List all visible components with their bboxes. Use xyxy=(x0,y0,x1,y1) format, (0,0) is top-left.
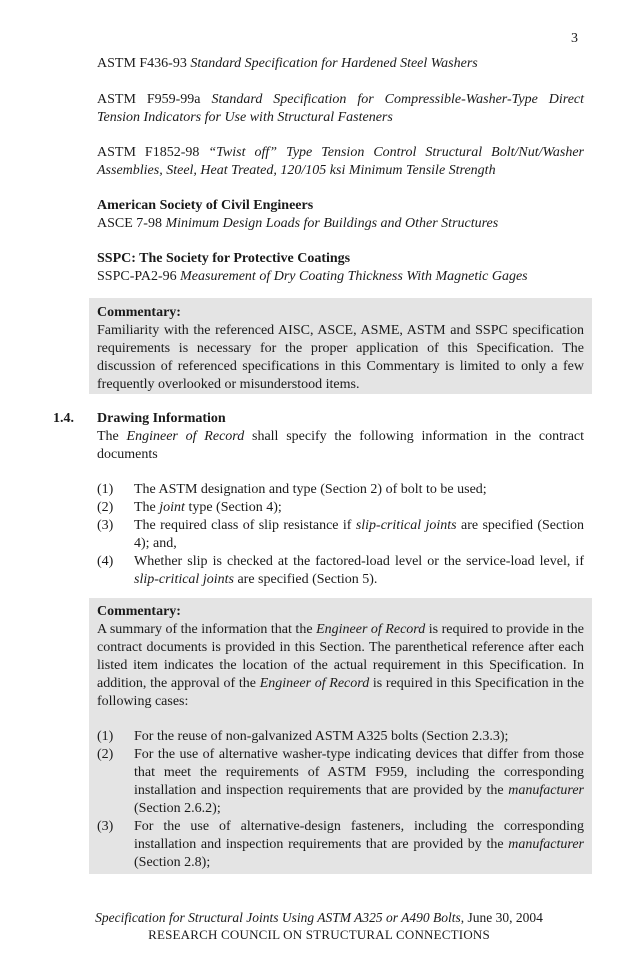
section-title: Drawing Information xyxy=(97,411,226,426)
page-number: 3 xyxy=(571,31,578,46)
defined-term: joint xyxy=(159,500,185,515)
commentary-list xyxy=(97,728,584,872)
footer-organization: RESEARCH COUNCIL ON STRUCTURAL CONNECTIONS xyxy=(148,927,490,942)
reference-title-line2: Tension Indicators for Use with Structural Fasteners xyxy=(97,110,393,125)
commentary-heading: Commentary: xyxy=(97,305,181,320)
list-item: (1) For the reuse of non-galvanized ASTM A325 bolts (Section 2.3.3); xyxy=(97,729,509,744)
reference-astm-f1852 xyxy=(97,144,584,180)
defined-term: Engineer of Record xyxy=(259,676,370,691)
reference-code: ASTM F436-93 xyxy=(97,56,187,71)
commentary-2 xyxy=(97,603,584,711)
sspc-block xyxy=(97,250,584,286)
defined-term: manufacturer xyxy=(508,837,584,852)
list-item: (3) The required class of slip resistance if slip-critical joints are specified (Section 4); and, xyxy=(97,518,585,551)
list-item: (3) For the use of alternative-design fasteners, including the corresponding installation and inspection requirements that are provided by the manufacturer (Section 2.8); xyxy=(97,819,584,870)
section-drawing-information: Drawing Information The Engineer of Record shall specify the following information in the contract documents xyxy=(97,411,585,462)
list-item: (2) The joint type (Section 4); xyxy=(97,500,282,515)
reference-code: ASCE 7-98 xyxy=(97,216,162,231)
reference-title: Minimum Design Loads for Buildings and Other Structures xyxy=(165,216,499,231)
asce-heading: American Society of Civil Engineers xyxy=(97,198,314,213)
reference-astm-f436 xyxy=(97,55,584,73)
commentary-1 xyxy=(97,304,584,394)
section-number: 1.4. xyxy=(53,411,74,426)
defined-term: Engineer of Record xyxy=(316,622,426,637)
reference-code: ASTM F1852-98 xyxy=(97,145,200,160)
commentary-text: Familiarity with the referenced AISC, ASCE, ASME, ASTM and SSPC specification requirements is necessary for the proper application of this Specification. The discussion of referenced specifications in this Commentary is limited to only a few frequently overlooked or misunderstood items. xyxy=(97,323,584,392)
list-item: (2) For the use of alternative washer-type indicating devices that differ from those that meet the requirements of ASTM F959, including the corresponding installation and inspection requirements that are provided by the manufacturer (Section 2.6.2); xyxy=(97,747,584,816)
list-item: (1) The ASTM designation and type (Section 2) of bolt to be used; xyxy=(97,482,487,497)
sspc-heading: SSPC: The Society for Protective Coatings xyxy=(97,251,351,266)
reference-code: ASTM F959-99a xyxy=(97,92,201,107)
reference-title-quote: “Twist off” xyxy=(208,145,278,160)
reference-title-line1: Type Tension Control Structural Bolt/Nut/Washer xyxy=(286,145,584,160)
list-item: (4) Whether slip is checked at the factored-load level or the service-load level, if slip-critical joints are specified (Section 5). xyxy=(97,554,584,587)
defined-term: Engineer of Record xyxy=(126,429,245,444)
defined-term: manufacturer xyxy=(508,783,584,798)
reference-code: SSPC-PA2-96 xyxy=(97,269,177,284)
asce-block xyxy=(97,197,584,233)
reference-astm-f959 xyxy=(97,91,584,127)
reference-title-line2: Assemblies, Steel, Heat Treated, 120/105 ksi Minimum Tensile Strength xyxy=(97,163,496,178)
defined-term: slip-critical joints xyxy=(355,518,457,533)
reference-title-line1: Standard Specification for Compressible-Washer-Type Direct xyxy=(211,92,585,107)
section-list xyxy=(97,481,584,589)
defined-term: slip-critical joints xyxy=(134,572,234,587)
footer-title: Specification for Structural Joints Using ASTM A325 or A490 Bolts, June 30, 2004 xyxy=(95,910,543,925)
reference-title: Measurement of Dry Coating Thickness With Magnetic Gages xyxy=(180,269,528,284)
reference-title: Standard Specification for Hardened Steel Washers xyxy=(190,56,478,71)
commentary-heading: Commentary: xyxy=(97,604,181,619)
commentary-text: A summary of the information that the Engineer of Record is required to provide in the contract documents is provided in this Section. The parenthetical reference after each listed item indicates the location of the actual requirement in this Specification. In addition, the approval of the Engineer of Record is required in this Specification in the following cases: xyxy=(97,622,585,709)
